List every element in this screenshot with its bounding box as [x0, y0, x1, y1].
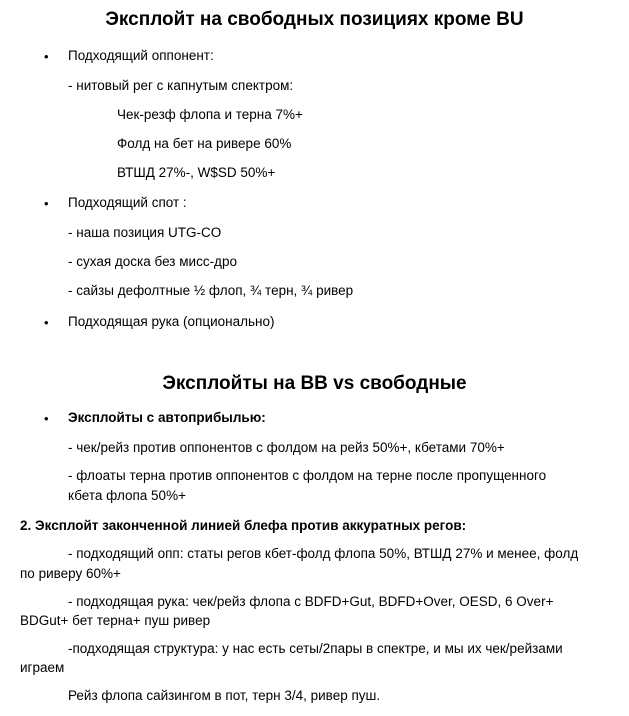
bullet-icon: • [44, 196, 49, 211]
stat-line: Фолд на бет на ривере 60% [117, 136, 292, 151]
spot-label: Подходящий спот : [68, 195, 187, 210]
opponent-sub: - нитовый рег с капнутым спектром: [68, 78, 294, 93]
opponent-label: Подходящий оппонент: [68, 48, 214, 63]
spot-sub: - сайзы дефолтные ½ флоп, ¾ терн, ¾ ривер [68, 283, 354, 298]
numbered-heading: 2. Эксплойт законченной линией блефа против аккуратных регов: [20, 518, 467, 533]
paragraph-line: играем [20, 660, 65, 675]
autoprofit-line: - чек/рейз против оппонентов с фолдом на рейз 50%+, кбетами 70%+ [68, 440, 505, 455]
paragraph-line: - подходящий опп: статы регов кбет-фолд флопа 50%, ВТШД 27% и менее, фолд [68, 546, 579, 561]
bullet-icon: • [44, 49, 49, 64]
hand-label: Подходящая рука (опционально) [68, 314, 275, 329]
section1-title: Эксплойт на свободных позициях кроме BU [105, 9, 524, 30]
autoprofit-line: кбета флопа 50%+ [68, 488, 186, 503]
paragraph-line: Рейз флопа сайзингом в пот, терн 3/4, ривер пуш. [68, 688, 381, 703]
spot-sub: - наша позиция UTG-CO [68, 225, 222, 240]
section2-title: Эксплойты на BB vs свободные [162, 373, 467, 394]
bullet-icon: • [44, 411, 49, 426]
bullet-icon: • [44, 315, 49, 330]
paragraph-line: -подходящая структура: у нас есть сеты/2пары в спектре, и мы их чек/рейзами [68, 641, 563, 656]
stat-line: Чек-резф флопа и терна 7%+ [117, 107, 303, 122]
paragraph-line: по риверу 60%+ [20, 566, 121, 581]
autoprofit-line: - флоаты терна против оппонентов с фолдом на терне после пропущенного [68, 468, 547, 483]
stat-line: ВТШД 27%-, W$SD 50%+ [117, 165, 276, 180]
paragraph-line: - подходящая рука: чек/рейз флопа с BDFD+Gut, BDFD+Over, OESD, 6 Over+ [68, 594, 554, 609]
autoprofit-heading: Эксплойты с автоприбылью: [68, 410, 266, 425]
spot-sub: - сухая доска без мисс-дро [68, 254, 237, 269]
paragraph-line: BDGut+ бет терна+ пуш ривер [20, 613, 211, 628]
